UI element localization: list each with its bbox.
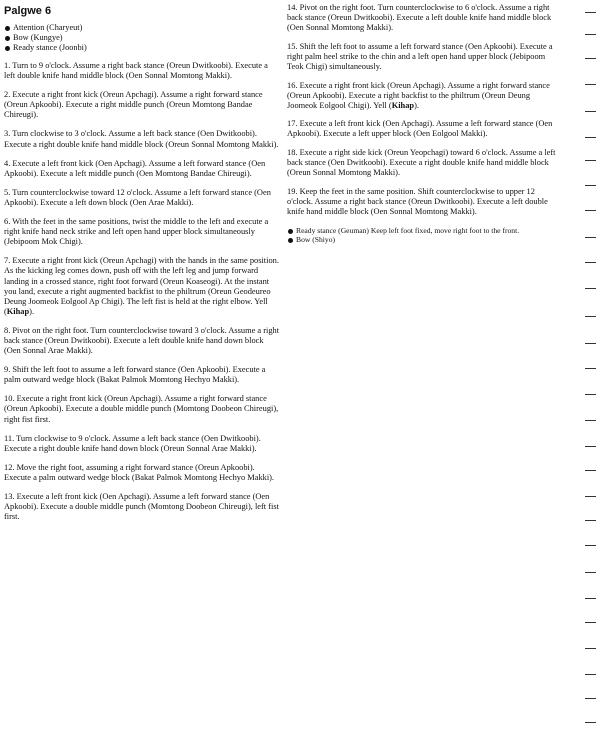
step-paragraph [287, 119, 559, 139]
margin-tick [585, 520, 596, 521]
margin-tick [585, 598, 596, 599]
step-text: 1. Turn to 9 o'clock. Assume a right back stance (Oreun Dwitkoobi). Execute a left double knife hand middle block (Oen Sonnal Momtong Makki). [4, 61, 268, 81]
step-paragraph [4, 326, 280, 356]
margin-tick [585, 545, 596, 546]
step-text: 14. Pivot on the right foot. Turn counterclockwise to 6 o'clock. Assume a right back stance (Oreun Dwitkoobi). Execute a left double knife hand middle block (Oen Sonnal Momtong Makki). [287, 3, 552, 33]
step-text: ). [29, 306, 35, 316]
bullet-item: Ready stance (Joonbi) [4, 43, 280, 53]
right-column [287, 0, 559, 253]
margin-tick [585, 698, 596, 699]
bullet-item: Bow (Shiyo) [287, 235, 559, 245]
margin-tick [585, 210, 596, 211]
margin-tick [585, 572, 596, 573]
margin-tick [585, 84, 596, 85]
bullet-item: Attention (Charyeut) [4, 23, 280, 33]
step-text: 12. Move the right foot, assuming a right forward stance (Oreun Apkoobi). Execute a palm outward wedge block (Bakat Palmok Momtong Hechyo Makki). [4, 462, 275, 482]
step-paragraph [4, 188, 280, 208]
margin-tick [585, 394, 596, 395]
margin-tick [585, 470, 596, 471]
closing-bullets [287, 226, 559, 245]
step-text: 16. Execute a right front kick (Oreun Apchagi). Assume a right forward stance (Oreun Apkoobi). Execute a right backfist to the philtrum (Oreun Deung Joomeok Eolgool Chigi). Yell ( [287, 80, 550, 110]
margin-tick [585, 343, 596, 344]
margin-tick [585, 160, 596, 161]
step-text: 19. Keep the feet in the same position. Shift counterclockwise to upper 12 o'clock. Assume a right back stance (Oreun Dwitkoobi). Execute a left double knife hand middle block (Oen Sonnal Momtong Makki). [287, 186, 548, 216]
step-text: 8. Pivot on the right foot. Turn counterclockwise toward 3 o'clock. Assume a right back stance (Oreun Dwitkoobi). Execute a left double knife hand down block (Oen Sonnal Arae Makki). [4, 325, 280, 356]
step-paragraph [4, 365, 280, 385]
bullet-item: Bow (Kungye) [4, 33, 280, 43]
margin-tick [585, 111, 596, 112]
step-text: 3. Turn clockwise to 3 o'clock. Assume a left back stance (Oen Dwitkoobi). Execute a right double knife hand middle block (Oreun Sonnal Momtong Makki). [4, 129, 279, 149]
margin-tick [585, 622, 596, 623]
margin-tick [585, 262, 596, 263]
step-paragraph [4, 90, 280, 120]
margin-tick [585, 648, 596, 649]
step-paragraph [4, 256, 280, 317]
step-paragraph [4, 159, 280, 179]
margin-tick [585, 12, 596, 13]
bullet-item: Ready stance (Geuman) Keep left foot fixed, move right foot to the front. [287, 226, 559, 236]
step-paragraph [287, 148, 559, 178]
step-text: 2. Execute a right front kick (Oreun Apchagi). Assume a right forward stance (Oreun Apkoobi). Execute a right middle punch (Oreun Momtong Bandae Chireugi). [4, 90, 263, 120]
margin-tick [585, 674, 596, 675]
step-paragraph [4, 434, 280, 454]
margin-tick [585, 316, 596, 317]
step-text: 17. Execute a left front kick (Oen Apchagi). Assume a left forward stance (Oen Apkoobi). Execute a left upper block (Oen Eolgool Makki). [287, 119, 553, 139]
step-text: 6. With the feet in the same positions, twist the middle to the left and execute a right knife hand neck strike and left open hand upper block simultaneously (Jebipoom Mok Chigi). [4, 217, 269, 247]
left-column [4, 0, 280, 531]
step-text: 9. Shift the left foot to assume a left forward stance (Oen Apkoobi). Execute a palm outward wedge block (Bakat Palmok Momtong Hechyo Makki). [4, 365, 266, 385]
kihap-emphasis: Kihap [6, 306, 30, 316]
step-paragraph [4, 463, 280, 483]
intro-bullets [4, 23, 280, 53]
margin-tick [585, 368, 596, 369]
step-paragraph [287, 81, 559, 111]
margin-tick-marks [578, 0, 600, 735]
margin-tick [585, 288, 596, 289]
step-text: ). [414, 100, 419, 110]
step-paragraph [4, 61, 280, 81]
margin-tick [585, 420, 596, 421]
margin-tick [585, 237, 596, 238]
margin-tick [585, 722, 596, 723]
step-text: 4. Execute a left front kick (Oen Apchagi). Assume a left forward stance (Oen Apkoobi). Execute a left middle punch (Oen Momtong Bandae Chireugi). [4, 158, 266, 178]
margin-tick [585, 496, 596, 497]
step-text: 15. Shift the left foot to assume a left forward stance (Oen Apkoobi). Execute a right palm heel strike to the chin and a left open hand upper block (Jebipoom Teok Chigi) simultaneously. [287, 41, 553, 71]
kihap-emphasis: Kihap [391, 100, 415, 110]
margin-tick [585, 34, 596, 35]
step-text: 13. Execute a left front kick (Oen Apchagi). Assume a left forward stance (Oen Apkoobi). Execute a double middle punch (Momtong Doobeon Chireugi), left fist first. [4, 492, 279, 522]
right-steps [287, 3, 559, 217]
step-paragraph [4, 217, 280, 247]
step-paragraph [287, 187, 559, 217]
page-title: Palgwe 6 [4, 5, 52, 17]
margin-tick [585, 185, 596, 186]
step-text: 10. Execute a right front kick (Oreun Apchagi). Assume a right forward stance (Oreun Apkoobi). Execute a double middle punch (Momtong Doobeon Chireugi), right fist first. [4, 394, 279, 424]
step-paragraph [4, 129, 280, 149]
left-steps [4, 61, 280, 522]
step-text: 11. Turn clockwise to 9 o'clock. Assume a left back stance (Oen Dwitkoobi). Execute a right double knife hand down block (Oreun Sonnal Arae Makki). [4, 433, 261, 453]
step-paragraph [4, 492, 280, 522]
step-paragraph [287, 42, 559, 72]
margin-tick [585, 137, 596, 138]
margin-tick [585, 58, 596, 59]
step-paragraph [287, 3, 559, 33]
margin-tick [585, 446, 596, 447]
step-text: 18. Execute a right side kick (Oreun Yeopchagi) toward 6 o'clock. Assume a left back stance (Oen Dwitkoobi). Execute a right double knife hand middle block (Oreun Sonnal Momtong Makki). [287, 148, 556, 178]
step-text: 5. Turn counterclockwise toward 12 o'clock. Assume a left forward stance (Oen Apkoobi). Execute a left down block (Oen Arae Makki). [4, 187, 271, 207]
step-text: 7. Execute a right front kick (Oreun Apchagi) with the hands in the same position. As the kicking leg comes down, push off with the left leg and jump forward landing in a crossed stance, right foot forward (Oreun Koaseogi). At the instant you land, execute a right augmented backfist to the philtrum (Oreun Geodeureo Deung Joomeok Eolgool Ap Chigi). The left fist is held at the right elbow. Yell ( [4, 256, 279, 316]
step-paragraph [4, 394, 280, 424]
